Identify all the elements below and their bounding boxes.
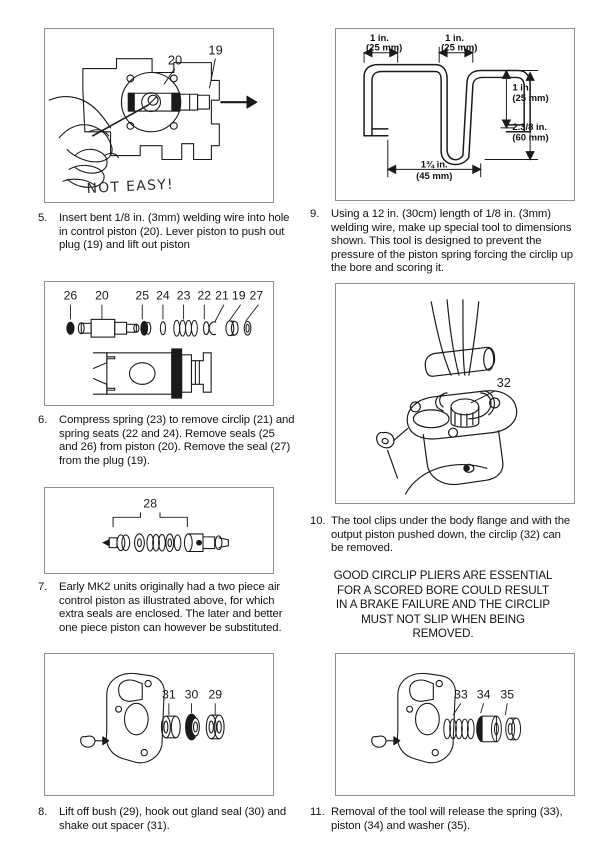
step-number: 9. xyxy=(310,208,320,220)
callout-21: 21 xyxy=(215,288,229,303)
dim-left-width-value: 1 in. xyxy=(369,32,389,44)
figure-panel-5 xyxy=(44,28,274,203)
figure-5-drawing xyxy=(45,29,273,202)
step-text: Early MK2 units originally had a two piece air control piston as illustrated above, for which extra seals are enclosed. The later and better one piece piston can however be substituted. xyxy=(59,581,283,634)
step-text: Lift off bush (29), hook out gland seal (30) and shake out spacer (31). xyxy=(59,806,287,832)
callout-26: 26 xyxy=(63,288,78,303)
warning-line: REMOVED. xyxy=(412,627,474,641)
callout-33: 33 xyxy=(454,687,468,702)
callout-32: 32 xyxy=(496,375,511,391)
step-number: 10. xyxy=(310,515,326,527)
figure-panel-8 xyxy=(44,653,274,796)
warning-line: MUST NOT SLIP WHEN BEING xyxy=(361,612,525,626)
dim-overall-height-metric: (60 mm) xyxy=(512,132,549,144)
callout-31: 31 xyxy=(162,687,176,702)
callout-25: 25 xyxy=(135,288,150,303)
callout-34: 34 xyxy=(476,687,491,702)
callout-30: 30 xyxy=(184,687,199,702)
dim-overall-height-value: 2.3/8 in. xyxy=(512,121,548,133)
dim-right-width-value: 1 in. xyxy=(445,32,465,44)
dim-side-height-metric: (25 mm) xyxy=(512,93,549,105)
warning-line: GOOD CIRCLIP PLIERS ARE ESSENTIAL xyxy=(333,569,553,582)
step-number: 8. xyxy=(38,806,48,818)
step-text: Removal of the tool will release the spring (33), piston (34) and washer (35). xyxy=(331,806,563,832)
handwritten-note: NOT EASY! xyxy=(86,176,175,198)
step-number: 11. xyxy=(310,806,325,818)
warning-block xyxy=(314,569,572,642)
caption-step-5 xyxy=(38,212,296,253)
callout-19: 19 xyxy=(231,288,246,303)
step-text: Using a 12 in. (30cm) length of 1/8 in. (3mm) welding wire, make up special tool to dimensions shown. This tool is designed to prevent the pressure of the piston spring forcing the circlip up the bore and scoring it. xyxy=(331,208,573,275)
callout-22: 22 xyxy=(197,288,212,303)
figure-panel-6 xyxy=(44,281,274,406)
figure-panel-7 xyxy=(44,487,274,574)
figure-panel-10 xyxy=(335,283,575,504)
figure-panel-9 xyxy=(335,28,575,201)
figure-6-drawing xyxy=(45,282,273,405)
warning-line: IN A BRAKE FAILURE AND THE CIRCLIP xyxy=(335,598,551,612)
dim-base-width-value: 1¾ in. xyxy=(420,159,448,171)
figure-7-drawing xyxy=(45,488,273,573)
step-text: The tool clips under the body flange and with the output piston pushed down, the circlip (32) can be removed. xyxy=(331,515,571,555)
warning-line: FOR A SCORED BORE COULD RESULT xyxy=(337,583,549,597)
caption-step-10 xyxy=(310,515,575,556)
figure-panel-11 xyxy=(335,653,575,796)
callout-20: 20 xyxy=(167,52,183,68)
figure-11-drawing xyxy=(336,654,574,795)
dim-side-height-value: 1 in. xyxy=(512,82,532,94)
step-number: 7. xyxy=(38,581,48,593)
callout-29: 29 xyxy=(208,687,223,702)
callout-23: 23 xyxy=(176,288,191,303)
step-text: Compress spring (23) to remove circlip (21) and spring seats (22 and 24). Remove seals (25 and 26) from piston (20). Remove the seal (27) from the plug (19). xyxy=(59,414,295,467)
caption-step-7 xyxy=(38,581,296,635)
caption-step-9 xyxy=(310,208,575,276)
callout-24: 24 xyxy=(156,288,170,303)
figure-9-drawing xyxy=(336,29,574,200)
callout-35: 35 xyxy=(500,687,515,702)
callout-20: 20 xyxy=(95,288,109,303)
callout-28: 28 xyxy=(143,496,157,511)
step-number: 5. xyxy=(38,212,48,224)
caption-step-6 xyxy=(38,414,296,468)
caption-step-8 xyxy=(38,806,296,833)
callout-27: 27 xyxy=(249,288,264,303)
step-text: Insert bent 1/8 in. (3mm) welding wire into hole in control piston (20). Lever piston to push out plug (19) and lift out piston xyxy=(59,212,290,252)
step-number: 6. xyxy=(38,414,48,426)
dim-right-width-metric: (25 mm) xyxy=(441,42,478,54)
figure-8-drawing xyxy=(45,654,273,795)
dim-base-width-metric: (45 mm) xyxy=(416,171,453,183)
dim-left-width-metric: (25 mm) xyxy=(366,42,403,54)
callout-19: 19 xyxy=(208,42,223,58)
figure-10-drawing xyxy=(336,284,574,503)
caption-step-11 xyxy=(310,806,575,833)
